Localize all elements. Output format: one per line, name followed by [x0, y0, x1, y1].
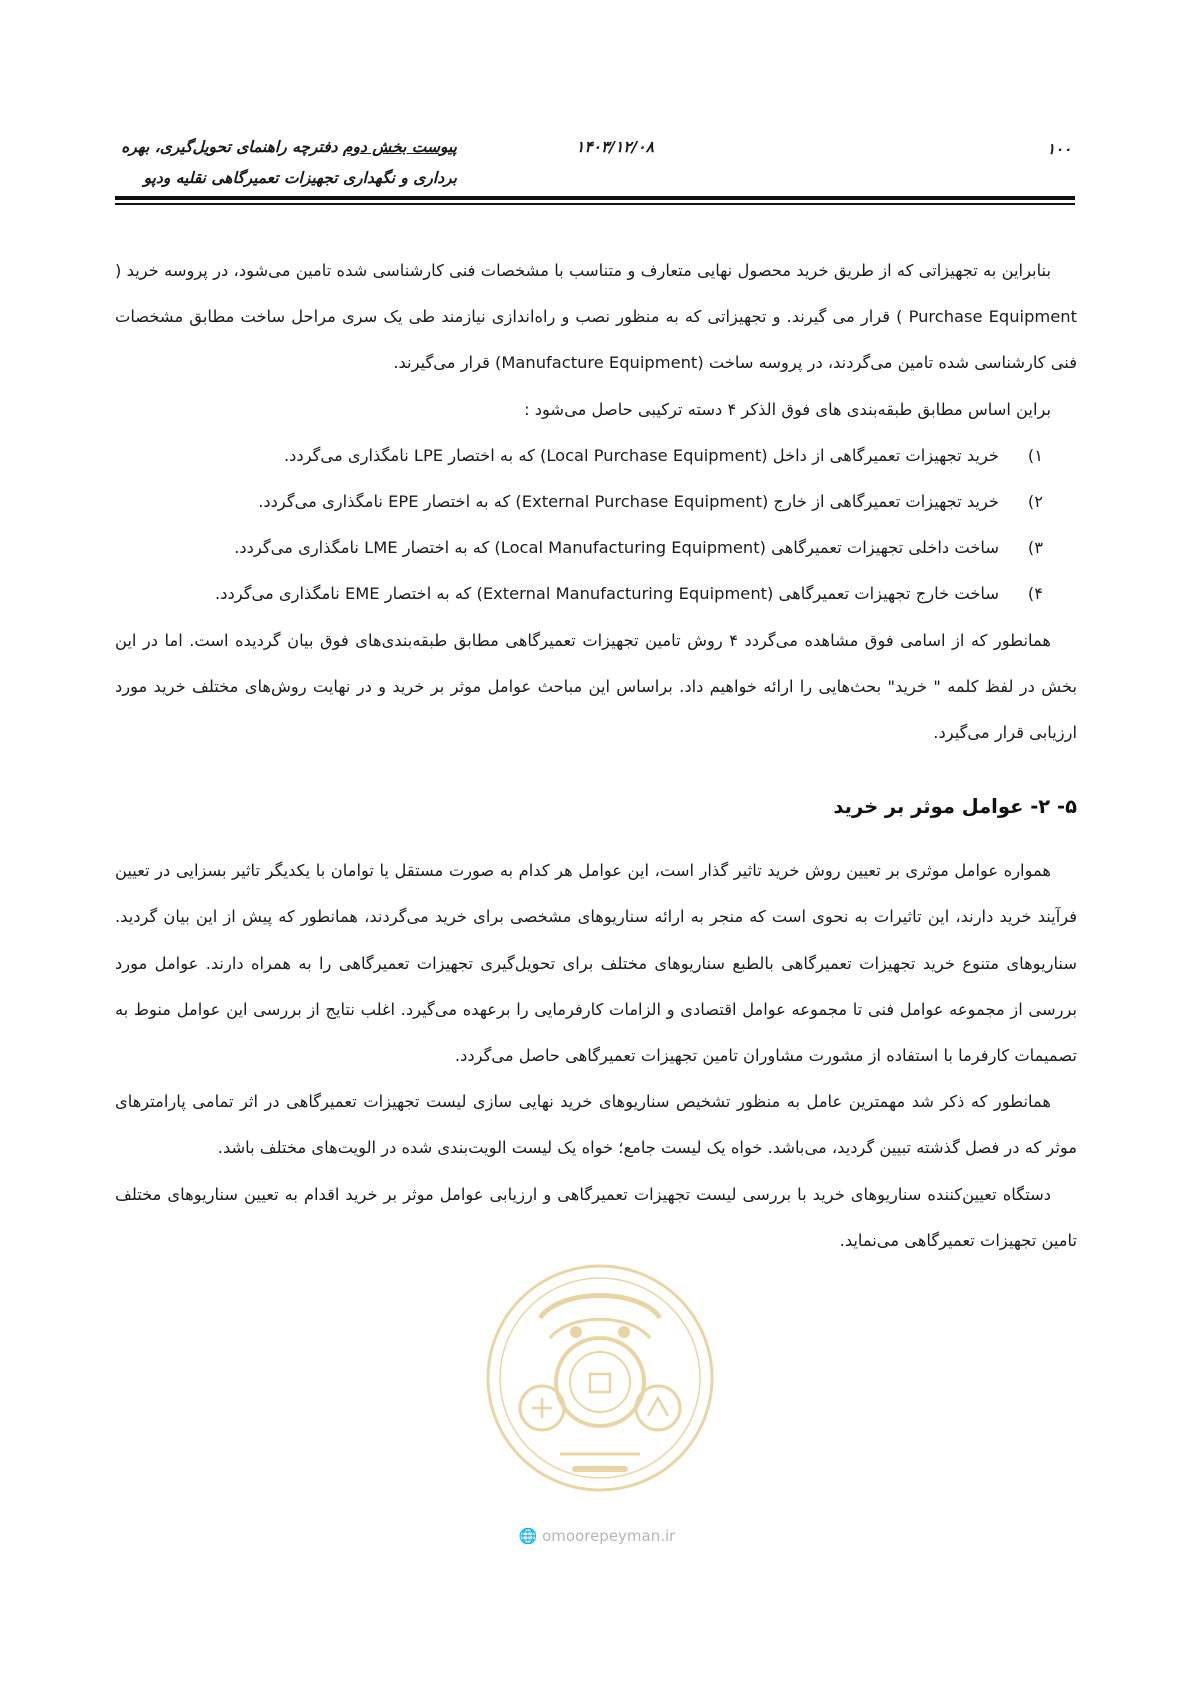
header-title-line2: برداری و نگهداری تجهیزات تعمیرگاهی نقلیه ودپو: [143, 169, 457, 187]
list-item-text: ساخت خارج تجهیزات تعمیرگاهی (External Manufacturing Equipment) که به اختصار EME نامگذاری می‌گردد.: [215, 584, 999, 604]
header-date: ۱۴۰۳/۱۲/۰۸: [576, 138, 654, 156]
watermark-seal-icon: [480, 1258, 720, 1498]
list-item: [115, 433, 1077, 479]
list-item: [115, 571, 1077, 617]
paragraph-3: همانطور که از اسامی فوق مشاهده می‌گردد ۴ روش تامین تجهیزات تعمیرگاهی مطابق طبقه‌بندی‌های فوق بیان گردیده است. اما در این بخش در لفظ کلمه " خرید" بحث‌هایی را ارائه خواهیم داد. براساس این مباحث عوامل موثر بر خرید و در نهایت روش‌های مختلف خرید مورد ارزیابی قرار می‌گیرد.: [115, 630, 1077, 743]
watermark-url: 🌐 omoorepeyman.ir: [518, 1527, 676, 1545]
watermark-url-text: omoorepeyman.ir: [542, 1527, 676, 1545]
header-title: [97, 132, 457, 194]
list-item-text: خرید تجهیزات تعمیرگاهی از داخل (Local Purchase Equipment) که به اختصار LPE نامگذاری می‌گردد.: [283, 445, 999, 465]
list-item-number: ۲): [1027, 492, 1043, 512]
page-number: ۱۰۰: [1047, 140, 1072, 158]
header-title-underlined: پیوست بخش دوم: [342, 138, 457, 156]
header-rule-thin: [115, 203, 1075, 205]
list-item-number: ۴): [1027, 584, 1043, 604]
paragraph-6: دستگاه تعیین‌کننده سناریوهای خرید با بررسی لیست تجهیزات تعمیرگاهی و ارزیابی عوامل موثر بر خرید اقدام به تعیین سناریوهای مختلف تامین تجهیزات تعمیرگاهی می‌نماید.: [115, 1184, 1077, 1250]
category-list: [115, 433, 1077, 618]
paragraph-5: همانطور که ذکر شد مهمترین عامل به منظور تشخیص سناریوهای خرید نهایی سازی لیست تجهیزات تعمیرگاهی در اثر تمامی پارامترهای موثر که در فصل گذشته تبیین گردید، می‌باشد. خواه یک لیست جامع؛ خواه یک لیست الویت‌بندی شده در الویت‌های مختلف باشد.: [115, 1092, 1077, 1158]
paragraph-2: براین اساس مطابق طبقه‌بندی های فوق الذکر ۴ دسته ترکیبی حاصل می‌شود :: [524, 399, 1051, 419]
header-title-rest: دفترچه راهنمای تحویل‌گیری، بهره: [121, 138, 343, 156]
section-heading: ۵- ۲- عوامل موثر بر خرید: [833, 795, 1077, 819]
paragraph-1: بنابراین به تجهیزاتی که از طریق خرید محصول نهایی متعارف و متناسب با مشخصات فنی کارشناسی شده تامین می‌شود، در پروسه خرید ( Purchase Equipment ) قرار می گیرند. و تجهیزاتی که به منظور نصب و راه‌اندازی نیازمند طی یک سری مراحل ساخت مطابق مشخصات فنی کارشناسی شده تامین می‌گردند، در پروسه ساخت (Manufacture Equipment) قرار می‌گیرند.: [115, 261, 1077, 373]
body-content: [115, 248, 1077, 1264]
list-item-text: خرید تجهیزات تعمیرگاهی از خارج (External Purchase Equipment) که به اختصار EPE نامگذاری می‌گردد.: [258, 492, 999, 512]
paragraph-4: همواره عوامل موثری بر تعیین روش خرید تاثیر گذار است، این عوامل هر کدام به صورت مستقل یا توامان با یکدیگر تاثیر بسزایی در تعیین فرآیند خرید دارند، این تاثیرات به نحوی است که منجر به ارائه سناریوهای مشخصی برای خرید می‌گردند، همانطور که پیش از این بیان گردید. سناریوهای متنوع خرید تجهیزات تعمیرگاهی بالطبع سناریوهای مختلف برای تحویل‌گیری تجهیزات تعمیرگاهی را به همراه دارند. عوامل مورد بررسی از مجموعه عوامل فنی تا مجموعه عوامل اقتصادی و الزامات کارفرمایی را برعهده می‌گیرد. اغلب نتایج از بررسی این عوامل منوط به تصمیمات کارفرما با استفاده از مشورت مشاوران تامین تجهیزات تعمیرگاهی حاصل می‌گردد.: [115, 861, 1077, 1066]
list-item-number: ۱): [1027, 445, 1043, 465]
list-item-number: ۳): [1027, 538, 1043, 558]
list-item: [115, 479, 1077, 525]
list-item: [115, 525, 1077, 571]
header-rule-thick: [115, 196, 1075, 200]
list-item-text: ساخت داخلی تجهیزات تعمیرگاهی (Local Manufacturing Equipment) که به اختصار LME نامگذاری می‌گردد.: [234, 538, 999, 558]
